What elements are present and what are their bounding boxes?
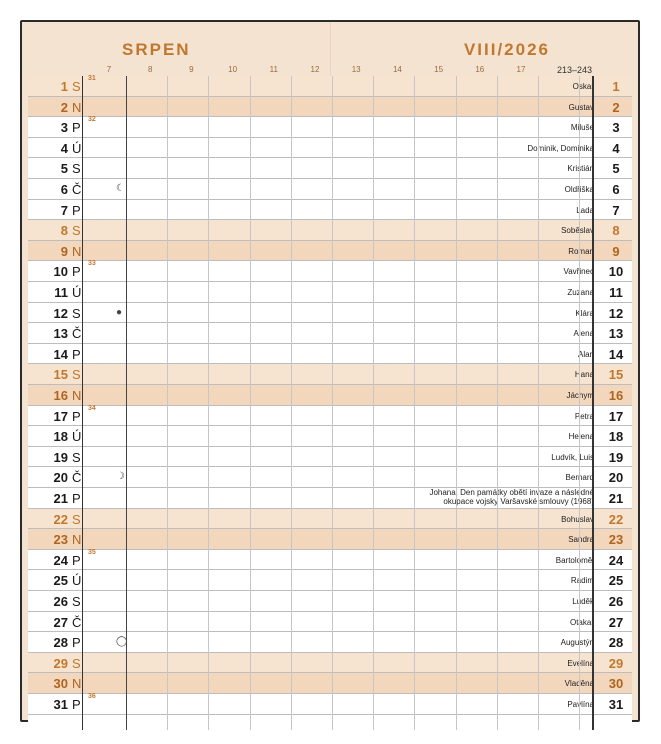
day-number: 31	[53, 697, 68, 712]
weekday-letter: P	[72, 202, 81, 218]
day-number: 8	[60, 223, 68, 239]
weekday-letter: Č	[72, 614, 82, 630]
day-number-right: 25	[608, 573, 624, 589]
day-row[interactable]	[28, 303, 632, 324]
day-number: 10	[53, 264, 68, 280]
name-day: Pavlína	[567, 700, 594, 709]
weekday-letter: S	[72, 511, 81, 527]
weekday-letter: P	[72, 120, 81, 136]
name-day: Johana, Den památky obětí invaze a následné okupace vojsky Varšavské smlouvy (1968)	[429, 488, 594, 506]
day-row[interactable]	[28, 406, 632, 427]
day-number-right: 29	[608, 655, 624, 671]
month-title: SRPEN	[122, 40, 191, 59]
weekday-letter: P	[72, 346, 81, 362]
day-of-year-range: 213–243	[556, 65, 592, 75]
hour-gridline	[167, 76, 168, 730]
name-day: Augustýn	[560, 638, 594, 648]
day-row[interactable]	[28, 241, 632, 262]
hour-label: 9	[189, 65, 194, 74]
hour-gridline	[291, 76, 292, 730]
day-number-right: 19	[608, 449, 624, 465]
day-number: 16	[53, 388, 68, 403]
weekday-letter: N	[72, 243, 82, 259]
name-day: Kristián	[567, 164, 594, 174]
name-day: Bohuslav	[561, 514, 594, 524]
moon-phase-icon: ☾	[116, 183, 125, 194]
weekday-letter: Č	[72, 470, 82, 486]
day-row[interactable]	[28, 550, 632, 571]
day-row[interactable]	[28, 282, 632, 303]
name-day: Sandra	[568, 535, 594, 545]
right-divider	[592, 76, 594, 730]
hour-gridline	[126, 76, 127, 730]
name-day: Alan	[577, 349, 594, 359]
day-number-right: 11	[609, 285, 623, 300]
name-day: Vladěna	[564, 679, 594, 689]
day-number-right: 16	[608, 388, 624, 403]
day-number-right: 26	[608, 594, 624, 609]
day-number: 1	[60, 79, 68, 94]
day-number: 29	[53, 655, 68, 671]
day-row[interactable]	[28, 323, 632, 344]
day-number: 30	[53, 676, 68, 692]
weekday-letter: N	[72, 388, 82, 403]
day-row[interactable]	[28, 426, 632, 447]
day-number: 23	[53, 532, 68, 548]
day-row[interactable]	[28, 529, 632, 550]
day-row[interactable]	[28, 612, 632, 633]
weekday-letter: S	[72, 79, 81, 94]
day-number-right: 23	[608, 532, 624, 548]
day-number-right: 1	[612, 79, 620, 94]
day-row[interactable]	[28, 179, 632, 200]
name-day: Hana	[574, 370, 594, 380]
hour-label: 13	[351, 65, 361, 74]
weekday-letter: S	[72, 655, 81, 671]
weekday-letter: S	[72, 594, 81, 609]
hour-gridline	[250, 76, 251, 730]
name-day: Dominik, Dominika	[527, 143, 594, 153]
day-number-right: 14	[608, 346, 624, 362]
day-number-right: 8	[612, 223, 620, 239]
day-row[interactable]	[28, 261, 632, 282]
day-row[interactable]	[28, 673, 632, 694]
name-day: Lada	[576, 205, 594, 215]
weekday-letter: P	[72, 491, 81, 506]
day-number: 19	[53, 449, 68, 465]
week-number: 34	[88, 404, 96, 412]
day-row[interactable]	[28, 385, 632, 406]
day-number-right: 20	[608, 470, 624, 486]
day-row[interactable]	[28, 694, 632, 715]
day-row[interactable]	[28, 200, 632, 221]
name-day: Klára	[575, 308, 594, 318]
day-number-right: 13	[608, 326, 624, 342]
weekday-letter: N	[72, 532, 82, 548]
moon-phase-icon: ☽	[116, 471, 125, 483]
day-number: 5	[60, 161, 68, 177]
day-row[interactable]	[28, 591, 632, 612]
name-day: Zuzana	[567, 288, 594, 297]
day-number: 28	[53, 635, 68, 651]
name-day: Oskar	[572, 82, 594, 91]
day-number-right: 4	[612, 140, 620, 156]
day-number-right: 5	[612, 161, 620, 177]
name-day: Roman	[568, 246, 594, 256]
day-number-right: 30	[608, 676, 624, 692]
day-number-right: 7	[612, 202, 620, 218]
weekday-letter: Č	[72, 326, 82, 342]
day-number: 7	[60, 202, 68, 218]
moon-phase-icon: ◯	[116, 636, 128, 648]
hour-label: 12	[310, 65, 320, 74]
name-day: Soběslav	[561, 226, 594, 236]
day-number: 11	[54, 285, 68, 300]
hour-label: 14	[392, 65, 402, 74]
day-row[interactable]	[28, 220, 632, 241]
week-number: 33	[88, 260, 96, 268]
day-number-right: 9	[612, 243, 620, 259]
day-number-right: 28	[608, 635, 624, 651]
left-divider	[82, 76, 83, 730]
weekday-letter: Ú	[72, 429, 82, 445]
day-row[interactable]	[28, 488, 632, 509]
name-day: Petra	[574, 411, 594, 421]
name-day: Luděk	[572, 597, 594, 606]
day-row[interactable]	[28, 467, 632, 488]
hour-gridline	[414, 76, 415, 730]
weekday-letter: N	[72, 676, 82, 692]
day-number: 6	[60, 182, 68, 197]
day-number-right: 6	[612, 182, 620, 197]
weekday-letter: P	[72, 635, 81, 651]
hour-gridline	[579, 76, 580, 730]
week-number: 31	[88, 75, 96, 82]
day-number-right: 27	[608, 614, 624, 630]
day-number: 2	[60, 99, 68, 115]
hour-label: 7	[106, 65, 112, 74]
day-number: 25	[53, 573, 68, 589]
day-row[interactable]	[28, 76, 632, 97]
hour-gridline	[456, 76, 457, 730]
day-number: 4	[60, 140, 68, 156]
weekday-letter: Ú	[72, 140, 82, 156]
name-day: Otakar	[569, 617, 594, 627]
hour-gridline	[497, 76, 498, 730]
day-number: 9	[60, 243, 68, 259]
hour-label: 11	[269, 65, 278, 74]
day-number: 17	[53, 408, 68, 424]
day-row[interactable]	[28, 653, 632, 674]
weekday-letter: N	[72, 99, 82, 115]
name-day: Oldřiška	[564, 185, 594, 194]
name-day: Jáchym	[566, 391, 594, 400]
name-day: Evelína	[567, 658, 594, 668]
day-number-right: 12	[608, 305, 624, 321]
planner-page	[20, 20, 640, 722]
day-number: 3	[60, 120, 68, 136]
day-number-right: 3	[612, 120, 620, 136]
hour-gridline	[332, 76, 333, 730]
day-number: 24	[53, 552, 68, 568]
name-day: Alena	[573, 329, 594, 339]
name-day: Ludvík, Luis	[551, 452, 594, 462]
weekday-letter: S	[72, 449, 81, 465]
day-row[interactable]	[28, 447, 632, 468]
day-number-right: 24	[608, 552, 624, 568]
name-day: Vavřinec	[563, 267, 594, 277]
hour-label: 8	[147, 65, 153, 74]
day-number-right: 15	[608, 367, 624, 383]
day-row[interactable]	[28, 117, 632, 138]
day-row[interactable]	[28, 632, 632, 653]
name-day: Bernard	[565, 473, 594, 483]
day-number-right: 2	[612, 99, 620, 115]
day-row[interactable]	[28, 97, 632, 118]
hour-label: 10	[228, 65, 238, 74]
day-row[interactable]	[28, 344, 632, 365]
weekday-letter: Ú	[72, 285, 82, 300]
weekday-letter: S	[72, 305, 81, 321]
period-title: VIII/2026	[463, 40, 550, 59]
day-row[interactable]	[28, 158, 632, 179]
day-number-right: 10	[608, 264, 624, 280]
hour-gridline	[373, 76, 374, 730]
hour-label: 16	[475, 65, 485, 74]
week-number: 32	[88, 116, 96, 124]
day-number: 21	[53, 491, 68, 506]
page-seam	[330, 22, 331, 76]
weekday-letter: S	[72, 161, 81, 177]
day-row[interactable]	[28, 364, 632, 385]
day-row[interactable]	[28, 570, 632, 591]
hour-label: 15	[434, 65, 444, 74]
day-number-right: 22	[608, 511, 624, 527]
name-day: Helena	[568, 432, 594, 442]
hour-gridline	[208, 76, 209, 730]
day-number: 14	[53, 346, 68, 362]
day-number-right: 31	[608, 697, 624, 712]
moon-phase-icon: ●	[116, 306, 123, 318]
day-number: 20	[53, 470, 68, 486]
day-number: 12	[53, 305, 68, 321]
day-number-right: 17	[608, 408, 624, 424]
day-number-right: 18	[608, 429, 624, 445]
hour-gridline	[538, 76, 539, 730]
weekday-letter: S	[72, 367, 81, 383]
day-row[interactable]	[28, 138, 632, 159]
name-day: Radim	[570, 576, 594, 586]
hour-label: 17	[516, 65, 526, 74]
day-number: 27	[53, 614, 68, 630]
week-number: 36	[88, 693, 96, 700]
weekday-letter: Č	[72, 182, 82, 197]
weekday-letter: P	[72, 552, 81, 568]
day-number: 22	[53, 511, 68, 527]
weekday-letter: Ú	[72, 573, 82, 589]
day-number: 26	[53, 594, 68, 609]
day-number: 15	[53, 367, 68, 383]
weekday-letter: P	[72, 408, 81, 424]
day-number: 13	[53, 326, 68, 342]
name-day: Bartoloměj	[555, 555, 594, 565]
name-day: Gustav	[568, 102, 594, 112]
name-day: Miluše	[570, 123, 594, 133]
day-number-right: 21	[608, 491, 624, 506]
day-row[interactable]	[28, 509, 632, 530]
weekday-letter: P	[72, 264, 81, 280]
day-number: 18	[53, 429, 68, 445]
weekday-letter: S	[72, 223, 81, 239]
weekday-letter: P	[72, 697, 81, 712]
week-number: 35	[88, 548, 96, 556]
